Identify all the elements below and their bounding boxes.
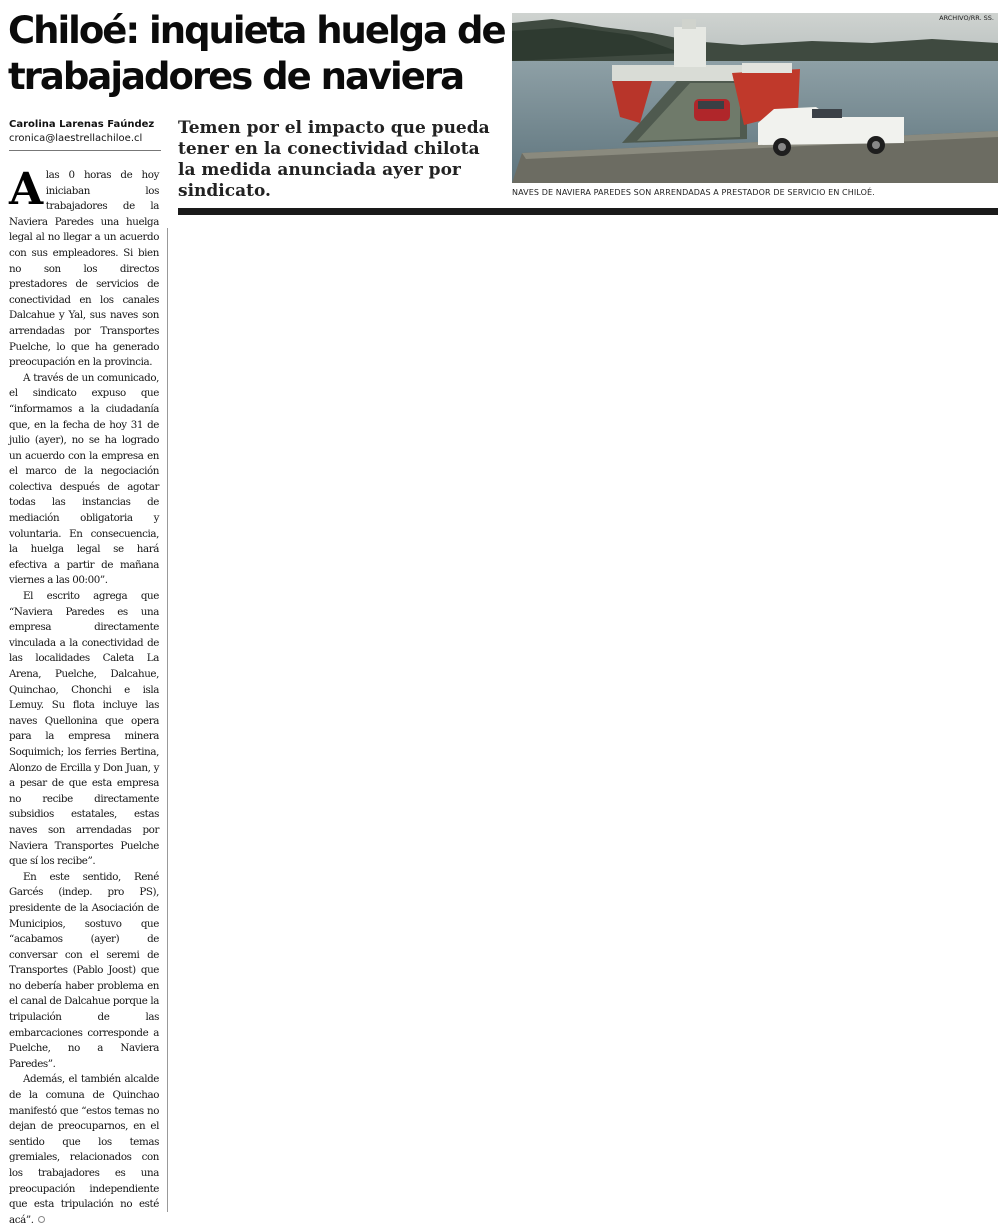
author-name: Carolina Larenas Faúndez xyxy=(9,119,155,130)
article-paragraph-5 xyxy=(9,1072,159,1228)
photo-caption: NAVES DE NAVIERA PAREDES SON ARRENDADAS A PRESTADOR DE SERVICIO EN CHILOÉ. xyxy=(512,188,875,197)
byline xyxy=(9,118,161,151)
ferry-photo xyxy=(512,13,998,183)
end-of-article-icon xyxy=(38,1216,45,1223)
article-body xyxy=(9,164,159,1228)
article-paragraph-4: En este sentido, René Garcés (indep. pro PS), presidente de la Asociación de Municipios, sostuvo que “acabamos (ayer) de conversar con el seremi de Transportes (Pablo Joost) que no debería haber problema en el canal de Dalcahue porque la tripulación de las embarcaciones corresponde a Puelche, no a Naviera Paredes”. xyxy=(9,870,159,1070)
column-divider xyxy=(167,228,168,1212)
headline: Chiloé: inquieta huelga de trabajadores de naviera xyxy=(8,9,505,98)
article-paragraph-3: El escrito agrega que “Naviera Paredes es una empresa directamente vinculada a la conectividad de las localidades Caleta La Arena, Puelche, Dalcahue, Quinchao, Chonchi e isla Lemuy. Su flota incluye las naves Quellonina que opera para la empresa minera Soquimich; los ferries Bertina, Alonzo de Ercilla y Don Juan, y a pesar de que esta empresa no recibe directamente subsidios estatales, estas naves son arrendadas por Naviera Transportes Puelche que sí los recibe”. xyxy=(9,590,159,868)
paragraph-5-text: Además, el también alcalde de la comuna de Quinchao manifestó que “estos temas no dejan de preocuparnos, en el sentido que los temas gremiales, relacionados con los trabajadores es una preocupación independiente que esta tripulación no esté acá”. xyxy=(9,1073,159,1226)
deck-subheadline: Temen por el impacto que pueda tener en la conectividad chilota la medida anunciada ayer por sindicato. xyxy=(178,118,490,201)
paragraph-1-text: las 0 horas de hoy iniciaban los trabajadores de la Naviera Paredes una huelga legal al no llegar a un acuerdo con sus empleadores. Si bien no son los directos prestadores de servicios de conectividad en los canales Dalcahue y Yal, sus naves son arrendadas por Transportes Puelche, lo que ha generado preocupación en la provincia. xyxy=(9,169,159,369)
photo-credit: ARCHIVO/RR. SS. xyxy=(939,14,994,22)
dropcap: A xyxy=(9,164,43,215)
article-paragraph-1 xyxy=(9,164,159,371)
author-email: cronica@laestrellachiloe.cl xyxy=(9,133,143,144)
ferry-illustration xyxy=(512,13,998,183)
article-paragraph-2: A través de un comunicado, el sindicato expuso que “informamos a la ciudadanía que, en la fecha de hoy 31 de julio (ayer), no se ha logrado un acuerdo con la empresa en el marco de la negociación colectiva después de agotar todas las instancias de mediación obligatoria y voluntaria. En consecuencia, la huelga legal se hará efectiva a partir de mañana viernes a las 00:00”. xyxy=(9,371,159,587)
section-rule xyxy=(178,208,998,215)
